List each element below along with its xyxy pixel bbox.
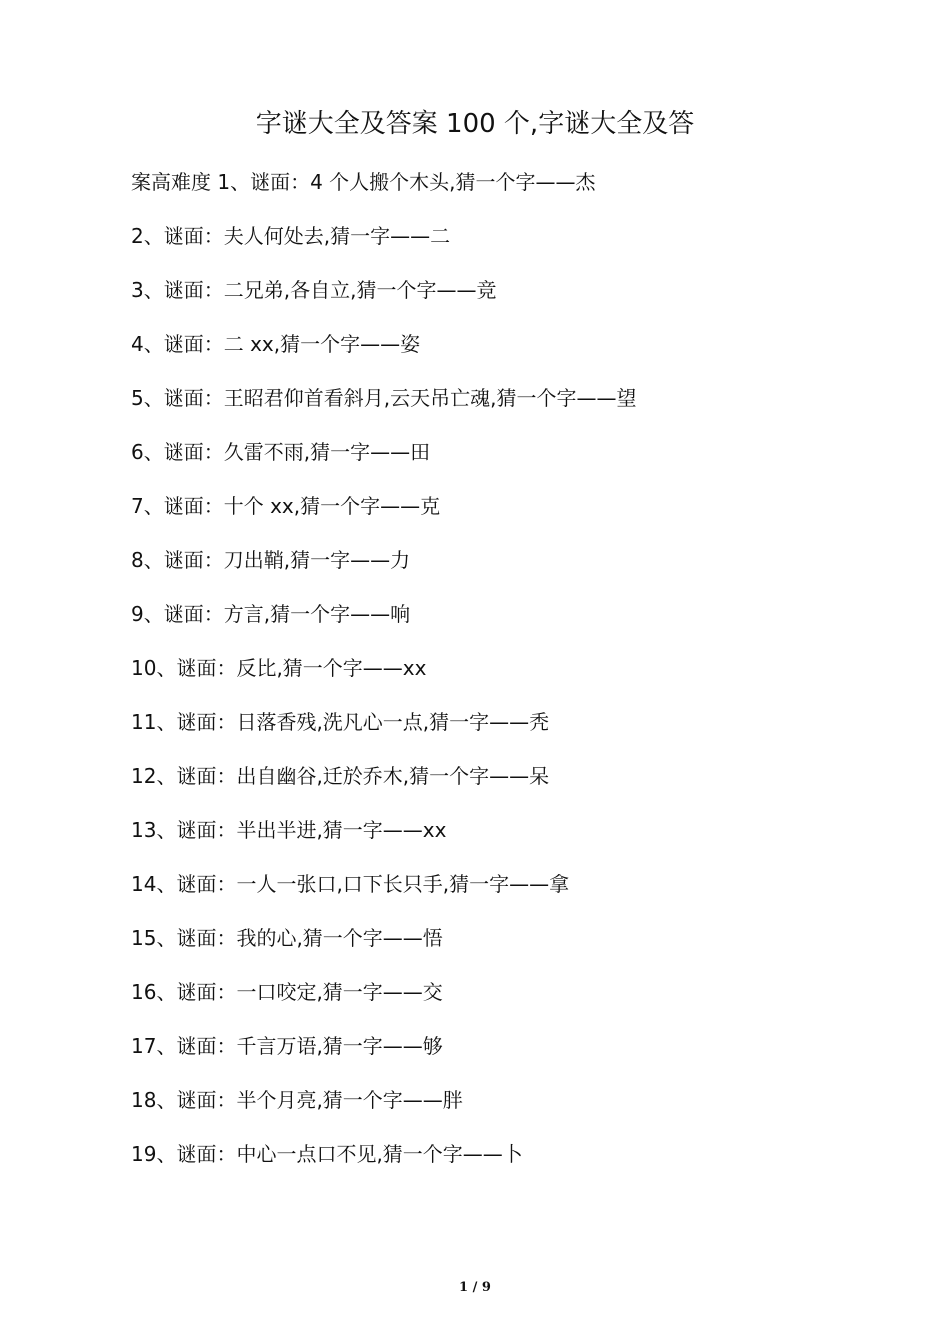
riddle-line: 6、谜面：久雷不雨,猜一字——田: [131, 440, 431, 464]
riddle-line: 8、谜面：刀出鞘,猜一字——力: [131, 548, 411, 572]
page-indicator: 1 / 9: [459, 1280, 491, 1295]
riddle-line: 7、谜面：十个 xx,猜一个字——克: [131, 494, 441, 518]
riddle-line: 19、谜面：中心一点口不见,猜一个字——卜: [131, 1142, 523, 1166]
riddle-line: 3、谜面：二兄弟,各自立,猜一个字——竞: [131, 278, 497, 302]
riddle-line: 16、谜面：一口咬定,猜一字——交: [131, 980, 443, 1004]
riddle-line: 13、谜面：半出半进,猜一字——xx: [131, 818, 447, 842]
riddle-list: [131, 162, 831, 1188]
document-title: 字谜大全及答案 100 个,字谜大全及答: [255, 109, 695, 139]
riddle-line: 15、谜面：我的心,猜一个字——悟: [131, 926, 443, 950]
riddle-line: 10、谜面：反比,猜一个字——xx: [131, 656, 427, 680]
riddle-line: 12、谜面：出自幽谷,迁於乔木,猜一个字——呆: [131, 764, 550, 788]
riddle-line: 17、谜面：千言万语,猜一字——够: [131, 1034, 443, 1058]
riddle-line: 2、谜面：夫人何处去,猜一字——二: [131, 224, 451, 248]
riddle-line: 5、谜面：王昭君仰首看斜月,云天吊亡魂,猜一个字——望: [131, 386, 637, 410]
riddle-line: 14、谜面：一人一张口,口下长只手,猜一字——拿: [131, 872, 570, 896]
riddle-line: 案高难度 1、谜面：4 个人搬个木头,猜一个字——杰: [131, 170, 596, 194]
riddle-line: 11、谜面：日落香残,洗凡心一点,猜一字——秃: [131, 710, 550, 734]
riddle-line: 4、谜面：二 xx,猜一个字——姿: [131, 332, 421, 356]
riddle-line: 18、谜面：半个月亮,猜一个字——胖: [131, 1088, 463, 1112]
riddle-line: 9、谜面：方言,猜一个字——响: [131, 602, 411, 626]
